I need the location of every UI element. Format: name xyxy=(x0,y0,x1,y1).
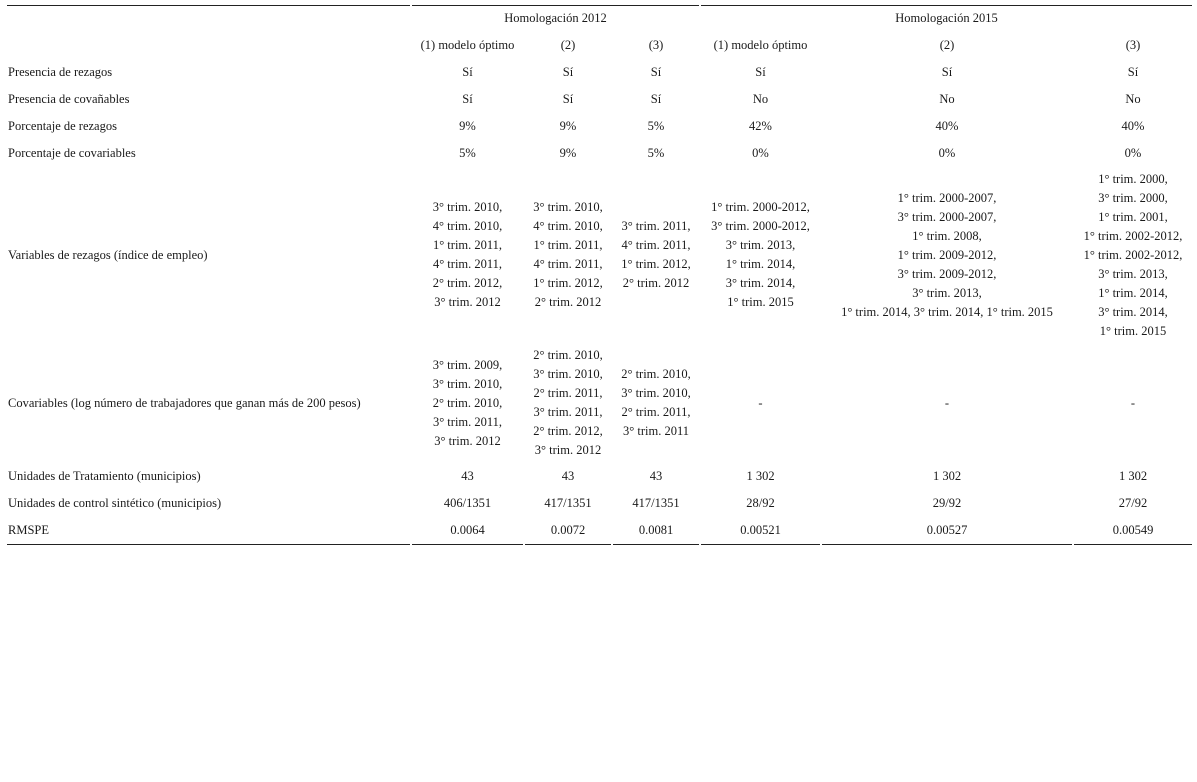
cell-line: 1° trim. 2000-2012, xyxy=(711,200,810,214)
cell-line: 3° trim. 2012 xyxy=(534,443,602,457)
row-label: Porcentaje de rezagos xyxy=(8,119,117,133)
cell-line: 1° trim. 2002-2012, xyxy=(1083,247,1183,262)
cell-line: 1° trim. 2000, xyxy=(1098,171,1168,186)
cell-line: 1° trim. 2002-2012, xyxy=(1083,228,1183,243)
cell-line: 3° trim. 2011, xyxy=(432,414,503,429)
cell-line: 3° trim. 2009-2012, xyxy=(897,266,997,281)
table-cell: - xyxy=(758,395,763,410)
subheader-2015-1: (1) modelo óptimo xyxy=(713,37,808,52)
cell-line: 1° trim. 2000-2007, xyxy=(897,190,997,205)
table-cell: 1 302 xyxy=(1118,469,1148,483)
table-cell xyxy=(412,167,523,343)
cell-line: 2° trim. 2012 xyxy=(534,295,602,309)
table-cell: - xyxy=(1130,395,1136,410)
cell-line: 1° trim. 2011, xyxy=(432,238,503,252)
table-cell xyxy=(1074,167,1192,343)
cell-line: 1° trim. 2008, xyxy=(912,228,982,243)
cell-line: 3° trim. 2013, xyxy=(1098,266,1168,281)
row-covariables xyxy=(7,343,1192,463)
table-cell: 43 xyxy=(561,469,575,483)
row-presencia-covariables xyxy=(7,86,1192,113)
row-label: Variables de rezagos (índice de empleo) xyxy=(8,247,208,262)
table-cell: 29/92 xyxy=(932,496,962,510)
table-cell: Sí xyxy=(562,65,574,79)
table-cell xyxy=(525,167,611,343)
row-label: Unidades de Tratamiento (municipios) xyxy=(8,469,201,483)
table-cell: 43 xyxy=(649,469,663,483)
cell-line: 3° trim. 2000, xyxy=(1098,190,1168,205)
row-label: Covariables (log número de trabajadores que ganan más de 200 pesos) xyxy=(8,395,361,410)
table-cell: 406/1351 xyxy=(443,496,492,510)
table-cell: 0.0072 xyxy=(525,517,611,545)
row-label: Unidades de control sintético (municipios) xyxy=(8,496,222,510)
table-cell: 9% xyxy=(459,119,476,133)
table-cell: 0% xyxy=(938,146,956,160)
group-header-2015: Homologación 2015 xyxy=(701,5,1192,31)
cell-line: 3° trim. 2012 xyxy=(434,295,501,309)
table-cell xyxy=(822,167,1072,343)
row-porcentaje-rezagos xyxy=(7,113,1192,140)
table-cell: No xyxy=(939,92,955,106)
cell-line: 3° trim. 2011, xyxy=(621,219,691,233)
row-porcentaje-covariables xyxy=(7,140,1192,167)
row-label: Porcentaje de covariables xyxy=(8,146,136,160)
subheader-2012-2: (2) xyxy=(560,37,576,52)
table-cell xyxy=(525,343,611,463)
cell-line: 2° trim. 2010, xyxy=(533,348,603,362)
cell-line: 3° trim. 2011 xyxy=(623,424,689,438)
cell-line: 3° trim. 2013, xyxy=(725,238,796,252)
table-cell: 0% xyxy=(752,146,769,160)
cell-line: 3° trim. 2012 xyxy=(434,433,501,448)
cell-line: 2° trim. 2010, xyxy=(432,395,503,410)
cell-line: 3° trim. 2010, xyxy=(533,367,603,381)
table-cell: 5% xyxy=(647,119,665,133)
table-cell: 40% xyxy=(1121,119,1145,133)
table-cell: 42% xyxy=(749,119,772,133)
table-cell: Sí xyxy=(1127,65,1139,79)
cell-line: 2° trim. 2010, xyxy=(621,367,691,381)
cell-line: 1° trim. 2015 xyxy=(727,295,794,309)
subheader-2012-3: (3) xyxy=(648,37,664,52)
row-presencia-rezagos xyxy=(7,59,1192,86)
stub-subheader xyxy=(7,31,410,59)
subheader-row xyxy=(7,31,1192,59)
table-cell xyxy=(412,343,523,463)
cell-line: 1° trim. 2014, 3° trim. 2014, 1° trim. 2015 xyxy=(841,304,1053,319)
table-cell: Sí xyxy=(650,92,662,106)
cell-line: 1° trim. 2012, xyxy=(621,257,691,271)
group-header-row xyxy=(7,5,1192,31)
table-cell: No xyxy=(1125,92,1141,106)
stub-header xyxy=(7,5,410,31)
cell-line: 2° trim. 2011, xyxy=(621,405,691,419)
table-cell: Sí xyxy=(462,65,473,79)
table-cell: 5% xyxy=(647,146,665,160)
cell-line: 1° trim. 2014, xyxy=(1098,285,1168,300)
row-label: Presencia de rezagos xyxy=(8,65,113,79)
cell-line: 1° trim. 2014, xyxy=(725,257,796,271)
subheader-2015-2: (2) xyxy=(939,37,955,52)
table-cell: 0% xyxy=(1124,146,1142,160)
cell-line: 3° trim. 2010, xyxy=(432,376,503,391)
cell-line: 3° trim. 2011, xyxy=(533,405,603,419)
table-cell xyxy=(613,167,699,343)
table-cell xyxy=(701,167,820,343)
cell-line: 1° trim. 2012, xyxy=(533,276,603,290)
cell-line: 4° trim. 2010, xyxy=(533,219,603,233)
table-cell: 0.00521 xyxy=(701,517,820,545)
cell-line: 1° trim. 2011, xyxy=(533,238,603,252)
table-cell: 5% xyxy=(459,146,476,160)
table-cell: No xyxy=(752,92,769,106)
cell-line: 3° trim. 2009, xyxy=(432,357,503,372)
table-cell: 1 302 xyxy=(746,469,775,483)
table-cell: 0.00527 xyxy=(822,517,1072,545)
group-header-2012: Homologación 2012 xyxy=(412,5,699,31)
cell-line: 3° trim. 2000-2007, xyxy=(897,209,997,224)
table-cell: 417/1351 xyxy=(632,496,680,510)
row-label: RMSPE xyxy=(7,517,410,545)
cell-line: 3° trim. 2014, xyxy=(725,276,796,290)
table-cell: 9% xyxy=(559,146,577,160)
row-rmspe xyxy=(7,517,1192,545)
cell-line: 1° trim. 2009-2012, xyxy=(897,247,997,262)
cell-line: 4° trim. 2011, xyxy=(621,238,691,252)
table-cell: 40% xyxy=(935,119,959,133)
table-cell: 0.0064 xyxy=(412,517,523,545)
table-cell: 417/1351 xyxy=(544,496,592,510)
row-unidades-tratamiento xyxy=(7,463,1192,490)
table-cell: 27/92 xyxy=(1118,496,1148,510)
table-cell: 28/92 xyxy=(746,496,775,510)
table-cell: Sí xyxy=(562,92,574,106)
cell-line: 4° trim. 2011, xyxy=(533,257,603,271)
row-unidades-control xyxy=(7,490,1192,517)
cell-line: 3° trim. 2010, xyxy=(621,386,691,400)
cell-line: 3° trim. 2010, xyxy=(432,200,503,214)
cell-line: 2° trim. 2011, xyxy=(533,386,603,400)
subheader-2012-1: (1) modelo óptimo xyxy=(420,37,515,52)
cell-line: 3° trim. 2000-2012, xyxy=(711,219,810,233)
cell-line: 3° trim. 2010, xyxy=(533,200,603,214)
table-cell: Sí xyxy=(650,65,662,79)
table-cell: 0.0081 xyxy=(613,517,699,545)
table-cell: Sí xyxy=(755,65,766,79)
cell-line: 4° trim. 2011, xyxy=(432,257,503,271)
row-variables-rezagos xyxy=(7,167,1192,343)
table-cell: Sí xyxy=(941,65,953,79)
table-cell: 43 xyxy=(461,469,474,483)
row-label: Presencia de covañables xyxy=(8,92,130,106)
table-cell: - xyxy=(944,395,950,410)
table-cell: 0.00549 xyxy=(1074,517,1192,545)
cell-line: 2° trim. 2012, xyxy=(533,424,603,438)
cell-line: 2° trim. 2012, xyxy=(432,276,503,290)
cell-line: 3° trim. 2013, xyxy=(912,285,982,300)
subheader-2015-3: (3) xyxy=(1125,37,1141,52)
cell-line: 1° trim. 2001, xyxy=(1098,209,1168,224)
table-cell: 1 302 xyxy=(932,469,962,483)
cell-line: 2° trim. 2012 xyxy=(622,276,690,290)
cell-line: 1° trim. 2015 xyxy=(1099,323,1167,338)
cell-line: 3° trim. 2014, xyxy=(1098,304,1168,319)
table-cell: 9% xyxy=(559,119,577,133)
results-table xyxy=(5,5,1194,545)
cell-line: 4° trim. 2010, xyxy=(432,219,503,233)
table-cell: Sí xyxy=(462,92,473,106)
table-cell xyxy=(613,343,699,463)
